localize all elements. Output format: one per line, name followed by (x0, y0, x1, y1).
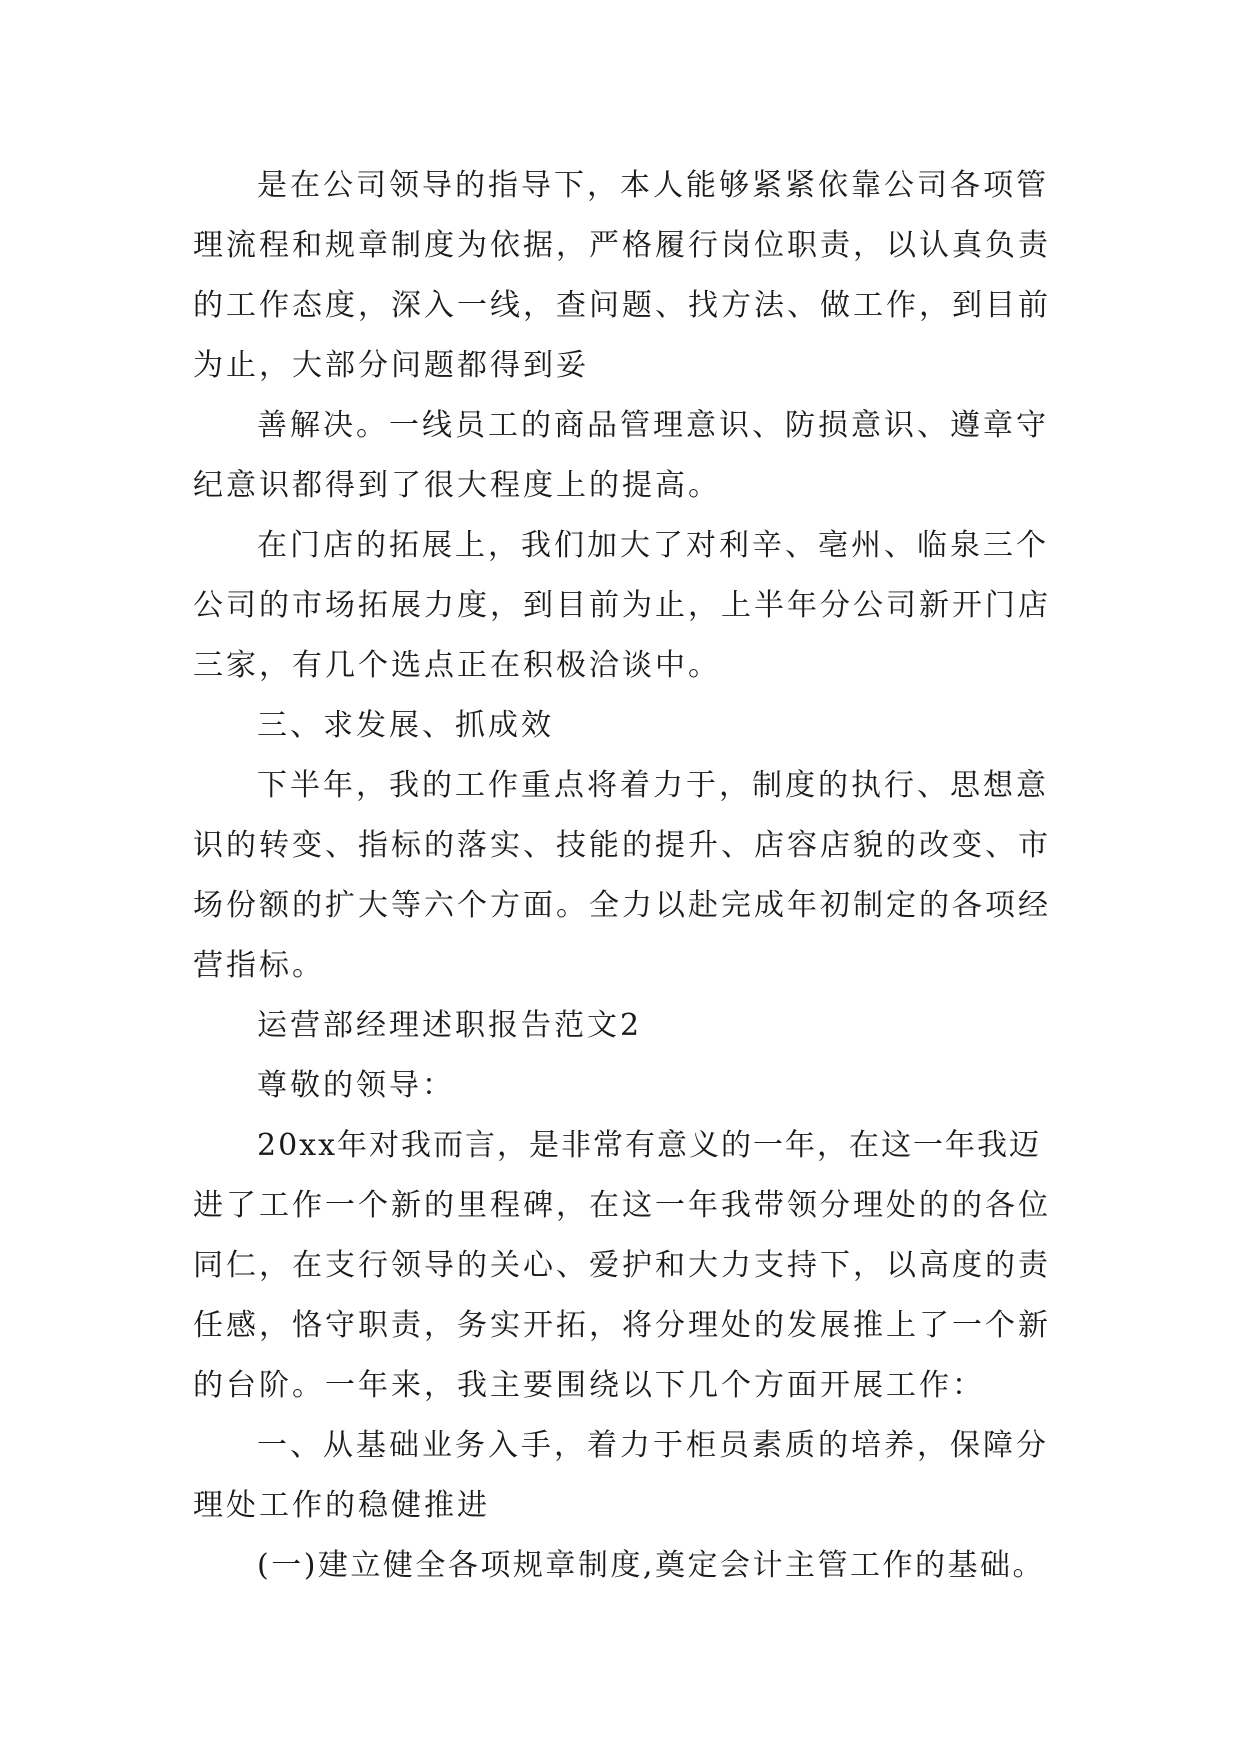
text-line: 是在公司领导的指导下，本人能够紧紧依靠公司各项管 (257, 168, 1049, 203)
text-line: 同仁，在支行领导的关心、爱护和大力支持下，以高度的责 (193, 1248, 1051, 1283)
text-line: 为止，大部分问题都得到妥 (193, 348, 589, 383)
text-line: 理流程和规章制度为依据，严格履行岗位职责，以认真负责 (193, 228, 1051, 263)
body-text (193, 156, 1053, 1596)
text-line: 20xx年对我而言，是非常有意义的一年，在这一年我迈 (257, 1128, 1042, 1163)
text-line: 运营部经理述职报告范文2 (257, 1008, 643, 1043)
text-line: 三、求发展、抓成效 (257, 708, 554, 743)
text-line: 识的转变、指标的落实、技能的提升、店容店貌的改变、市 (193, 828, 1051, 863)
text-line: 在门店的拓展上，我们加大了对利辛、亳州、临泉三个 (257, 528, 1049, 563)
text-line: 任感，恪守职责，务实开拓，将分理处的发展推上了一个新 (193, 1308, 1051, 1343)
text-line: 的台阶。一年来，我主要围绕以下几个方面开展工作： (193, 1368, 985, 1403)
text-line: 进了工作一个新的里程碑，在这一年我带领分理处的的各位 (193, 1188, 1051, 1223)
text-line: 一、从基础业务入手，着力于柜员素质的培养，保障分 (257, 1428, 1049, 1463)
text-line: 营指标。 (193, 948, 325, 983)
text-line: 公司的市场拓展力度，到目前为止，上半年分公司新开门店 (193, 588, 1051, 623)
text-line: 下半年，我的工作重点将着力于，制度的执行、思想意 (257, 768, 1049, 803)
text-line: 理处工作的稳健推进 (193, 1488, 490, 1523)
text-line: 的工作态度，深入一线，查问题、找方法、做工作，到目前 (193, 288, 1051, 323)
text-line: 三家，有几个选点正在积极洽谈中。 (193, 648, 721, 683)
text-line: 纪意识都得到了很大程度上的提高。 (193, 468, 721, 503)
text-line: 尊敬的领导： (257, 1068, 455, 1103)
text-line: 场份额的扩大等六个方面。全力以赴完成年初制定的各项经 (193, 888, 1051, 923)
text-line: 善解决。一线员工的商品管理意识、防损意识、遵章守 (257, 408, 1049, 443)
text-line: (一)建立健全各项规章制度,奠定会计主管工作的基础。 (257, 1548, 1045, 1583)
